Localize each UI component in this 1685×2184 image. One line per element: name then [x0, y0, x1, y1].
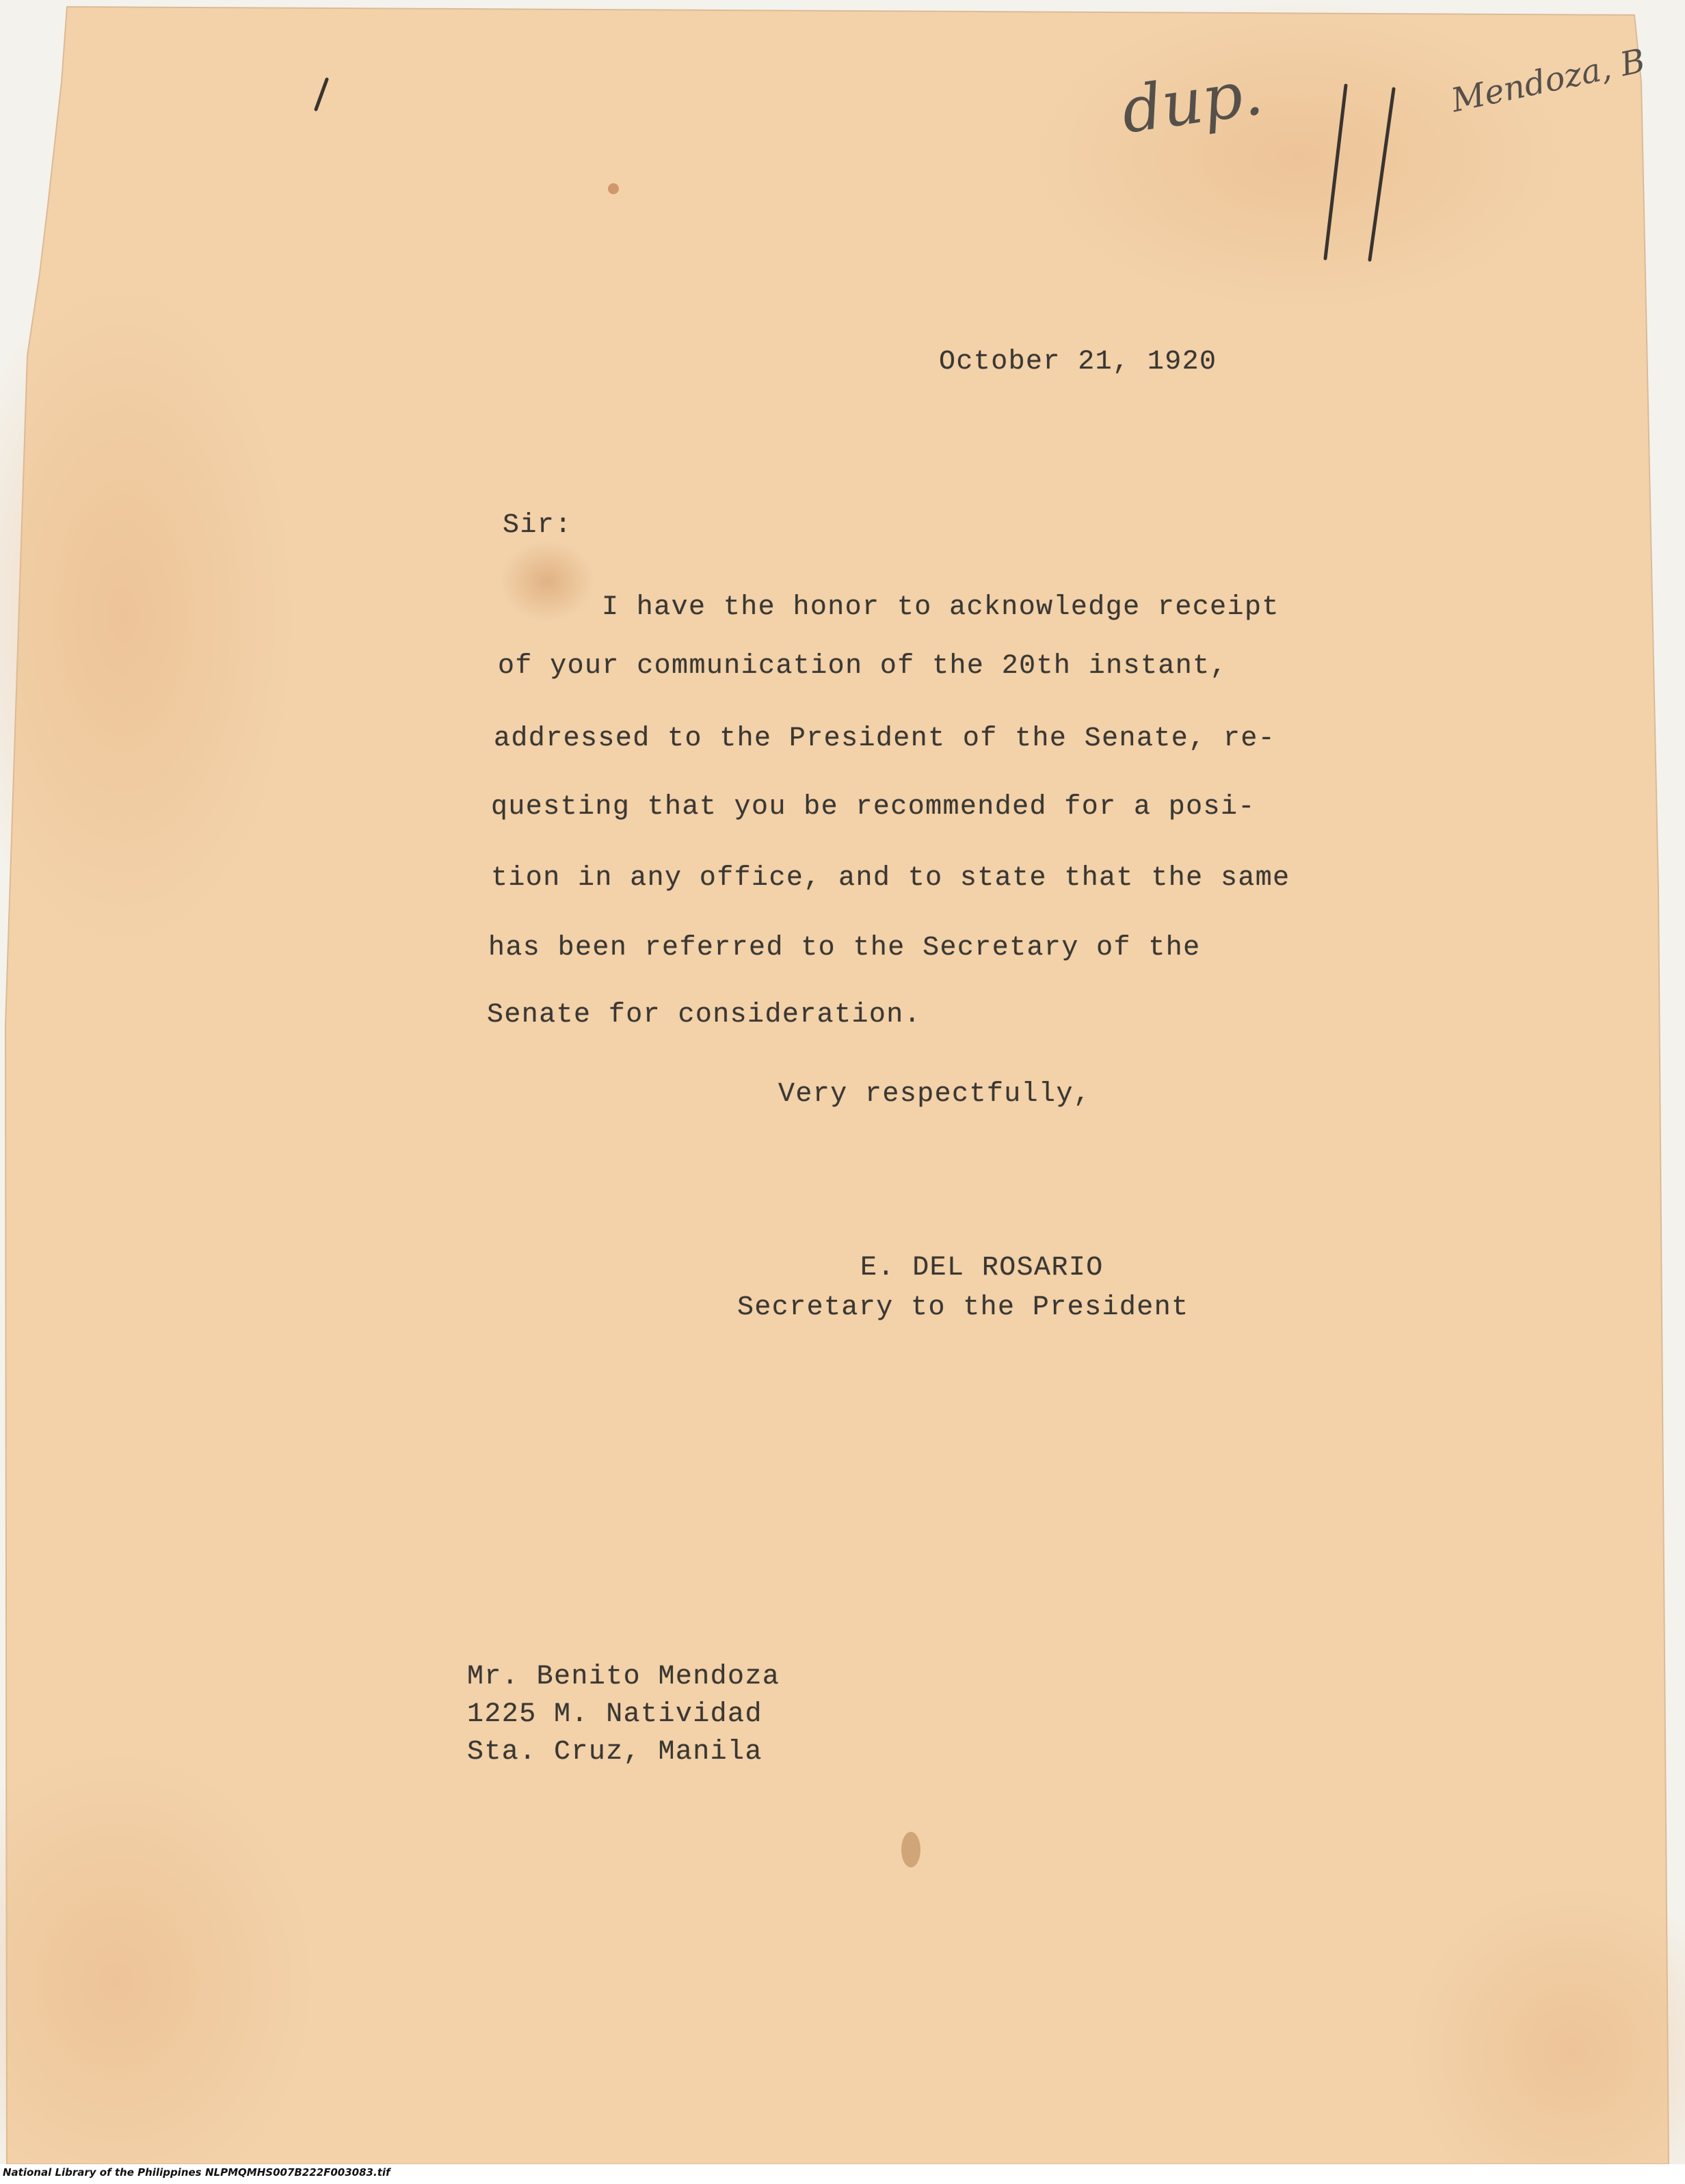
body-line: has been referred to the Secretary of the: [488, 933, 1201, 963]
salutation: Sir:: [503, 510, 572, 541]
closing: Very respectfully,: [778, 1079, 1091, 1110]
dup-annotation: dup.: [1117, 55, 1267, 148]
signatory-name: E. DEL ROSARIO: [860, 1253, 1104, 1283]
body-line: I have the honor to acknowledge receipt: [602, 592, 1279, 623]
signatory-title: Secretary to the President: [737, 1292, 1189, 1323]
body-line: tion in any office, and to state that the same: [491, 863, 1290, 894]
addressee-city: Sta. Cruz, Manila: [467, 1737, 762, 1768]
body-line: questing that you be recommended for a posi-: [491, 792, 1256, 823]
footer-file-name: NLPMQMHS007B222F003083.tif: [205, 2166, 390, 2179]
body-line: addressed to the President of the Senate, re-: [494, 723, 1276, 754]
addressee-name: Mr. Benito Mendoza: [467, 1662, 780, 1692]
body-line: of your communication of the 20th instant,: [498, 651, 1228, 682]
letter-date: October 21, 1920: [939, 347, 1217, 377]
addressee-street: 1225 M. Natividad: [467, 1699, 762, 1730]
footer-institution: National Library of the Philippines: [3, 2166, 202, 2179]
corner-annotation: Mendoza, B: [1448, 41, 1649, 120]
body-line: Senate for consideration.: [487, 1000, 922, 1030]
